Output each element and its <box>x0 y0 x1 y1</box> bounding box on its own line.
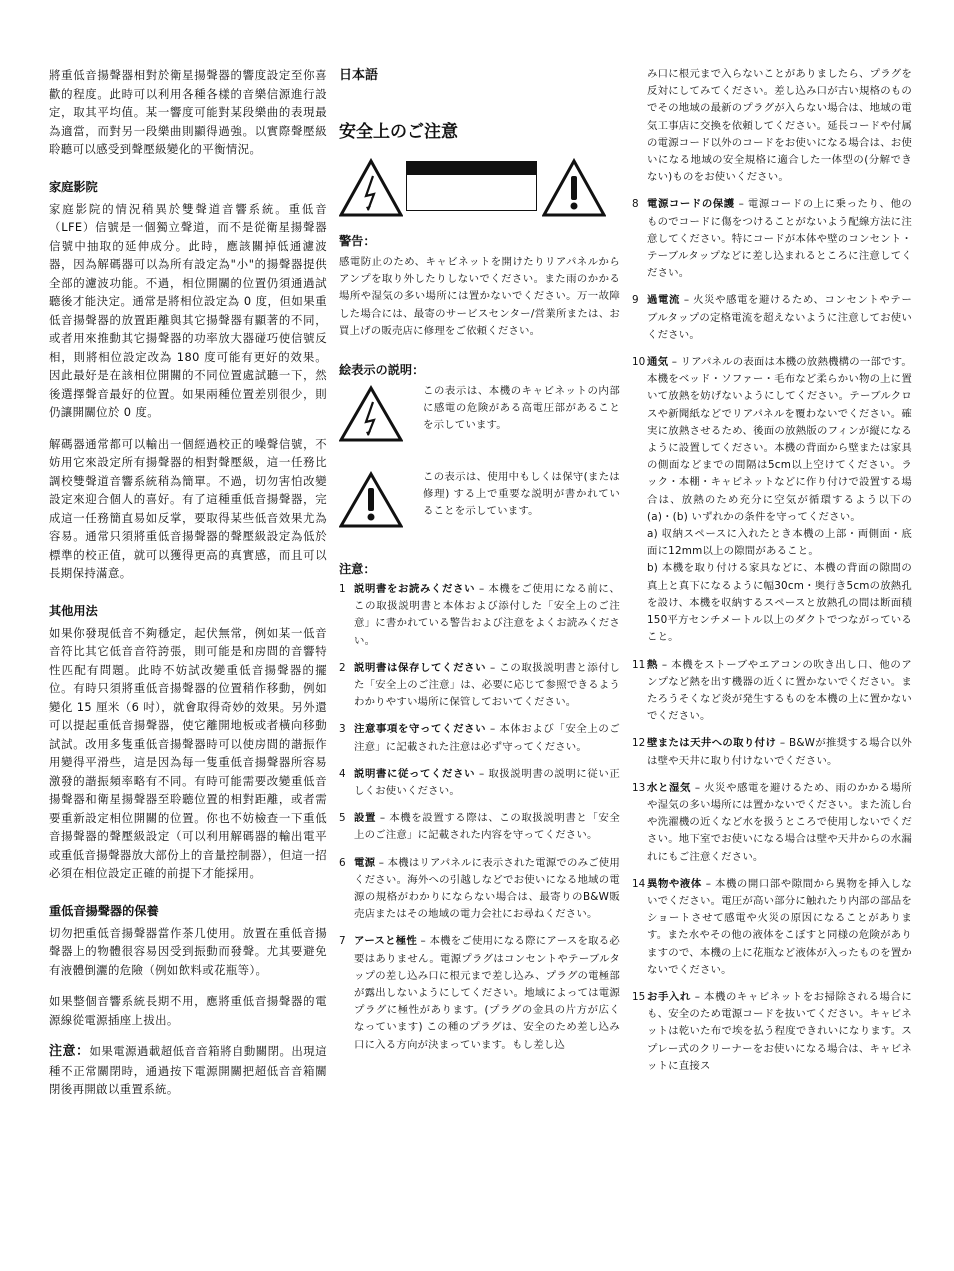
item-body: 取扱説明書の説明に従い正しくお使いください。 <box>354 767 621 798</box>
item-number: 14 <box>632 877 646 890</box>
symbol-lightning-description: この表示は、本機のキャビネットの内部に感電の危険がある高電圧部があることを示しています。 <box>423 385 620 432</box>
list-item <box>339 721 620 755</box>
warning-label-box <box>406 161 537 211</box>
item-dash: – <box>668 356 681 369</box>
list-item <box>632 780 912 866</box>
item-text <box>647 526 912 560</box>
item-body: B&Wが推奨する場合以外は壁や天井に取り付けないでください。 <box>647 737 912 767</box>
item-number: 15 <box>632 990 646 1003</box>
safety-title: 安全上のご注意 <box>339 122 458 142</box>
item-title: 水と湿気 <box>647 781 691 794</box>
warning-text: 感電防止のため、キャビネットを開けたりリアパネルからアンプを取り外したりしないでください。また雨のかかる場所や湿気の多い場所には置かないでください。万一故障した場合には、最寄のサービスセンター/営業所または、お買上げの販売店に修理をご依頼ください。 <box>339 256 620 337</box>
item-dash: – <box>690 990 705 1003</box>
item-text <box>354 660 620 712</box>
list-item <box>339 855 620 924</box>
exclamation-warning-icon <box>542 158 606 218</box>
lightning-triangle-icon <box>339 385 403 443</box>
item-title: 設置 <box>354 812 377 825</box>
item-body: 火災や感電を避けるため、コンセントやテーブルタップの定格電流を超えないように注意してお使いください。 <box>647 294 912 341</box>
list-item <box>632 989 912 1075</box>
safety-notes-list-1 <box>339 581 620 1054</box>
item-title: 説明書は保存してください <box>354 661 487 674</box>
paragraph-unplug: 如果整個音響系統長期不用，應將重低音揚聲器的電源線從電源插座上拔出。 <box>49 994 327 1027</box>
caution-text: 如果電源過載超低音音箱將自動關閉。出現這種不正常關閉時，通過按下電源開關把超低音音箱關閉後再開啟以重置系統。 <box>49 1044 327 1096</box>
item-dash: – <box>486 661 500 674</box>
item-body: 火災や感電を避けるため、雨のかかる場所や湿気の多い場所には置かないでください。また流し台や洗濯機の近くなど水を扱うところで使用しないでください。地下室でお使いになる場合は壁や天井からの水漏れにもご注意ください。 <box>647 781 912 863</box>
item-title: 壁または天井への取り付け <box>647 737 777 750</box>
item-body: 本機をご使用になる前に、この取扱説明書と本体および添付した「安全上のご注意」に書かれている警告および注意をよくお読みください。 <box>354 583 621 647</box>
exclamation-triangle-icon <box>339 471 403 529</box>
list-item <box>339 766 620 800</box>
item-text <box>354 581 620 650</box>
list-item <box>632 560 912 646</box>
item-text <box>647 735 912 769</box>
item-dash: – <box>416 935 430 948</box>
item-dash: – <box>375 856 388 869</box>
item-dash: – <box>679 294 694 307</box>
item-body: リアパネルの表面は本機の放熱機構の一部です。本機をベッド・ソファー・毛布など柔らかい物の上に置いて放熱を妨げないようにしてください。テーブルクロスや新聞紙などでリアパネルを覆わないでください。確実に放熱させるため、後面の放熱版のフィンが縦になるように設置してください。本機の背面から壁または家具の側面などまでの間隔は5cm以上空けてください。ラック・本棚・キャビネットなどに作り付けで設置する場合は、放熱のため充分に空気が循環するよう以下の (a)・(b) いずれかの条件を守ってください。 <box>647 356 913 523</box>
lightning-warning-icon <box>339 158 403 218</box>
item-number: 7 <box>339 935 346 948</box>
column-japanese-2 <box>632 66 912 1075</box>
item-text <box>647 292 912 344</box>
item-body: b) 本機を取り付ける家具などに、本機の背面の隙間の真上と真下になるように幅30cm・奥行き5cmの放熱孔を設け、本機を収納するスペースと放熱孔の間は断面積150平方センチメートル以上のダクトでつながっていること。 <box>647 562 912 644</box>
item-title: アースと極性 <box>354 935 417 948</box>
item-number: 10 <box>632 356 646 369</box>
symbol-explanation-lightning <box>339 383 620 469</box>
item-number: 2 <box>339 661 346 674</box>
notes-heading: 注意： <box>339 562 376 577</box>
list-item <box>632 526 912 560</box>
item-body: 電源コードの上に乗ったり、他のものでコードに傷をつけることがないよう配線方法に注意してください。特にコードが本体や壁のコンセント・テーブルタップなどに差し込まれるところに注意してください。 <box>647 198 912 280</box>
heading-maintenance: 重低音揚聲器的保養 <box>49 903 159 918</box>
paragraph-other-uses: 如果你發現低音不夠穩定，起伏無常，例如某一低音音符比其它低音音符誇張，則可能是和房間的音響特性匹配有問題。此時不妨試改變重低音揚聲器的擺位。有時只須將重低音揚聲器的位置稍作移動，例如變化 15 厘米（6 吋），就會取得奇妙的效果。另外還可以提起重低音揚聲器，使它離開地板或者橫向移動試試。改用多隻重低音揚聲器時可以使房間的諧振作用變得平滑些，這是因為每一隻重低音揚聲器所容易激發的諧振頻率略有不同。有時可能需要改變重低音揚聲器和衛星揚聲器至聆聽位置的相對距離，或者需要重新設定相位開關的位置。你也不妨檢查一下重低音揚聲器的聲壓級設定（可以利用解碼器的輸出電平或重低音揚聲器放大部份上的音量控制器），但這一招必須在相位設定正確的前提下才能採用。 <box>49 625 327 880</box>
item-text <box>647 989 912 1075</box>
item-text <box>354 855 620 924</box>
item-text <box>354 810 620 844</box>
list-item <box>632 876 912 979</box>
paragraph-home-theatre: 家庭影院的情況稍異於雙聲道音響系統。重低音（LFE）信號是一個獨立聲道，而不是從衛星揚聲器信號中抽取的延伸成分。此時，應該關掉低通濾波器，因為解碼器可以為所有設定為"小"的揚聲器提供全部的濾波功能。不過，相位開關的位置仍須通過試聽後才能決定。通常是將相位設定為 0 度，但如果重低音揚聲器的放置距離與其它揚聲器有顯著的不同，或者用來推動其它揚聲器的功率放大器碰巧使信號反相，則將相位設定改為 180 度可能有更好的效果。因此最好是在該相位開關的不同位置處試聽一下，然後選擇聲音最好的位置。如果兩種位置差別很少，則仍讓開關位於 0 度。 <box>49 201 327 419</box>
item-dash: – <box>376 812 390 825</box>
item-number: 9 <box>632 294 639 307</box>
item-body: 本機を設置する際は、この取扱説明書と「安全上のご注意」に記載された内容を守ってください。 <box>354 812 620 842</box>
list-item <box>339 810 620 844</box>
warning-heading: 警告： <box>339 234 376 248</box>
heading-home-theatre: 家庭影院 <box>49 179 98 194</box>
column-japanese-1 <box>339 66 620 1054</box>
symbol-explanation-exclamation <box>339 469 620 557</box>
item-text <box>647 657 912 726</box>
item-dash: – <box>701 877 715 890</box>
item-number: 1 <box>339 583 346 596</box>
item-text <box>647 876 912 979</box>
item-title: 電源コードの保護 <box>647 198 735 211</box>
list-item <box>632 196 912 282</box>
item-text <box>354 766 620 800</box>
item-title: 通気 <box>647 356 669 369</box>
list-item <box>339 660 620 712</box>
item-title: 説明書をお読みください <box>354 583 476 596</box>
item-number: 6 <box>339 856 346 869</box>
heading-other-uses: 其他用法 <box>49 603 98 618</box>
item-body: この取扱説明書と添付した「安全上のご注意」は、必要に応じて参照できるようわかりやすい場所に保管しておいてください。 <box>354 661 621 709</box>
item-number: 13 <box>632 781 646 794</box>
continued-text: み口に根元まで入らないことがありましたら、プラグを反対にしてみてください。差し込み口が古い規格のものでその地域の最新のプラグが入らない場合は、地域の電気工事店に交換を依頼してください。延長コードや付属の電源コード以外のコードをお使いになる場合は、お使いになる地域の安全規格に適合した一体型の(分解できない)ものをお使いください。 <box>647 68 912 184</box>
item-number: 4 <box>339 767 346 780</box>
item-number: 5 <box>339 812 346 825</box>
paragraph-maintenance: 切勿把重低音揚聲器當作茶几使用。放置在重低音揚聲器上的物體很容易因受到振動而發聲。尤其要避免有液體倒灑的危險（例如飲料或花瓶等）。 <box>49 925 327 977</box>
item-text <box>354 933 620 1053</box>
item-title: 異物や液体 <box>647 877 702 890</box>
item-body: 本体および「安全上のご注意」に記載された注意は必ず守ってください。 <box>354 723 621 753</box>
item-number: 11 <box>632 658 646 671</box>
item-title: 過電流 <box>647 294 680 307</box>
paragraph-volume-setting: 將重低音揚聲器相對於衛星揚聲器的響度設定至你喜歡的程度。此時可以利用各種各樣的音樂信源進行設定，取其平均值。某一響度可能對某段樂曲的表現最為適當，而對另一段樂曲則顯得過強。以實際聲壓級聆聽可以感受到聲壓級變化的平衡情況。 <box>49 68 327 156</box>
item-dash: – <box>734 198 748 211</box>
item-body: 本機をストーブやエアコンの吹き出し口、他のアンプなど熱を出す機器の近くに置かないでください。またろうそくなど炎が発生するものを本機の上に置かないでください。 <box>647 658 913 723</box>
item-dash: – <box>475 767 489 780</box>
language-heading: 日本語 <box>339 68 379 83</box>
item-text <box>647 560 912 646</box>
paragraph-caution <box>49 1042 327 1099</box>
warning-symbols-banner <box>339 158 620 220</box>
paragraph-decoder: 解碼器通常都可以輸出一個經過校正的噪聲信號，不妨用它來設定所有揚聲器的相對聲壓級，這一任務比調校雙聲道音響系統稍為簡單。不過，切勿害怕改變設定來迎合個人的喜好。有了這種重低音揚聲器，完成這一任務簡直易如反掌，要取得某些低音效果尤為容易。通常只須將重低音揚聲器的聲壓級設定為低於標準的校正值，就可以獲得更高的真實感，而且可以長期保持滿意。 <box>49 436 327 580</box>
item-body: a) 収納スペースに入れたとき本機の上部・両側面・底面に12mm以上の隙間があること。 <box>647 528 912 558</box>
list-item <box>632 354 912 526</box>
item-title: 注意事項を守ってください <box>354 723 487 736</box>
item-text <box>354 721 620 755</box>
item-number: 12 <box>632 737 646 750</box>
symbol-exclamation-description: この表示は、使用中もしくは保守(または修理) する上で重要な説明が書かれていることを示しています。 <box>423 471 620 518</box>
item-title: 電源 <box>354 856 376 869</box>
item-body: 本機の開口部や隙間から異物を挿入しないでください。電圧が高い部分に触れたり内部の部品をショートさせて感電や火災の原因になることがあります。また水やその他の液体をこぼすと同様の危険がありますので、本機の上に花瓶など液体が入ったものを置かないでください。 <box>647 877 912 976</box>
symbols-heading: 絵表示の説明： <box>339 363 425 378</box>
list-item <box>339 581 620 650</box>
item-body: 本機をご使用になる際にアースを取る必要はありません。電源プラグはコンセントやテーブルタップの差し込み口に根元まで差し込み、プラグの電極部が露出しないようにしてください。地域によっては電源プラグに極性があります。(プラグの金具の片方が広くなっています) この種のプラグは、安全のため差し込み口に入る方向が決まっています。もし差し込 <box>354 935 620 1051</box>
item-number: 3 <box>339 723 346 736</box>
item-title: 説明書に従ってください <box>354 767 476 780</box>
item-text <box>647 354 912 526</box>
list-item-continued <box>632 66 912 186</box>
item-body: 本機はリアパネルに表示された電源でのみご使用ください。海外への引越しなどでお使いになる地域の電源の規格がわかりにならない場合は、最寄りのB&W販売店またはその地域の電力会社にお尋ねください。 <box>354 856 620 921</box>
item-title: お手入れ <box>647 990 691 1003</box>
item-text <box>647 780 912 866</box>
item-body: 本機のキャビネットをお掃除される場合にも、安全のため電源コードを抜いてください。キャビネットは乾いた布で埃を払う程度できれいになります。スプレー式のクリーナーをお使いになる場合は、キャビネットに直接ス <box>647 990 912 1072</box>
caution-label: 注意： <box>49 1044 90 1059</box>
item-text <box>647 196 912 282</box>
column-chinese <box>49 66 327 1099</box>
item-title: 熱 <box>647 658 659 671</box>
item-number: 8 <box>632 198 639 211</box>
item-dash: – <box>486 723 500 736</box>
item-dash: – <box>658 658 672 671</box>
list-item <box>632 657 912 726</box>
item-dash: – <box>776 737 789 750</box>
item-dash: – <box>690 781 705 794</box>
safety-notes-list-2 <box>632 196 912 1075</box>
list-item <box>632 735 912 769</box>
item-dash: – <box>475 583 489 596</box>
list-item <box>632 292 912 344</box>
list-item <box>339 933 620 1053</box>
